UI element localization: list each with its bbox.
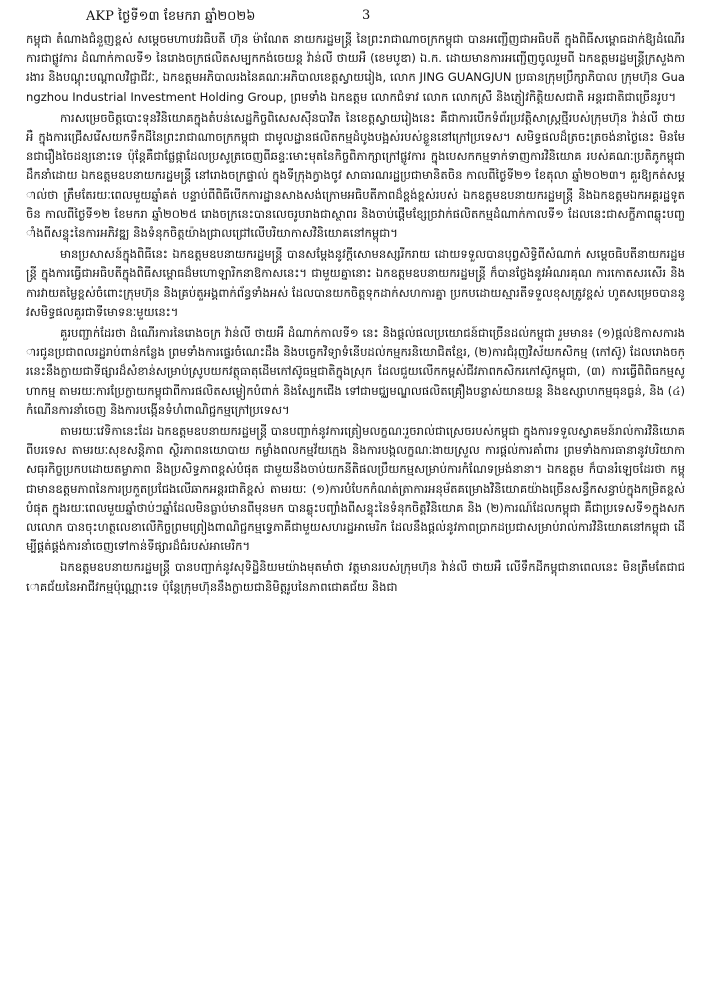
paragraph-6: ឯកឧត្តមឧបនាយករដ្ឋមន្ត្រី បានបញ្ជាក់នូវសុទិដ្ឋិនិយមយ៉ាងមុតមាំថា វត្តមានរបស់ក្រុមហ៊ុន វ៉ាន់លី ថាយអឺ លើទឹកដីកម្ពុជានាពេលនេះ មិនត្រឹមតែជាជោគជ័យនៃអាជីវកម្មប៉ុណ្ណោះទេ ប៉ុន្តែក្រុមហ៊ុននឹងក្លាយជានិមិត្តរូបនៃភាពជោគជ័យ និងជា: [26, 560, 685, 594]
article-body: [26, 30, 685, 597]
page-number: 3: [362, 8, 371, 23]
paragraph-3: មានប្រសាសន៍ក្នុងពិធីនេះ ឯកឧត្តមឧបនាយករដ្ឋមន្ត្រី បានសម្តែងនូវក្តីសោមនស្សរីករាយ ដោយទទួលបានបុព្វសិទ្ធិពីសំណាក់ សម្តេចធិបតីនាយករដ្ឋមន្ត្រី ក្នុងការធ្វើជាអធិបតីក្នុងពិធីសម្ពោធដ៏មហោឡារិកនាឱកាសនេះ។ ជាមួយគ្នានោះ ឯកឧត្តមឧបនាយករដ្ឋមន្ត្រី ក៏បានថ្លែងនូវអំណរគុណ ការកោតសរសើរ និងការវាយតម្លៃខ្ពស់ចំពោះក្រុមហ៊ុន និងគ្រប់តួអង្គពាក់ព័ន្ធទាំងអស់ ដែលបានយកចិត្តទុកដាក់សហការគ្នា ប្រកបដោយស្មារតីទទួលខុសត្រូវខ្ពស់ ហូតសម្រេចបាននូវសមិទ្ធផលគួរជាទីមោទនៈមួយនេះ។: [26, 247, 685, 319]
page-header: [26, 6, 685, 30]
source-date-line: AKP ថ្ងៃទី១៣ ខែមករា ឆ្នាំ២០២៦: [86, 9, 256, 24]
paragraph-5: តាមរយៈវេទិកានេះដែរ ឯកឧត្តមឧបនាយករដ្ឋមន្ត្រី បានបញ្ជាក់នូវការត្រៀមលក្ខណៈរួចរាល់ជាស្រេចរបស់កម្ពុជា ក្នុងការទទួលស្វាគមន៍រាល់ការវិនិយោគពីបរទេស តាមរយៈសុខសន្តិភាព ស្ថិរភាពនយោបាយ កម្លាំងពលកម្មវ័យក្មេង និងការបង្កលក្ខណៈងាយស្រួល ការផ្តល់ការគាំពារ ព្រមទាំងការធានានូវបរិយាកាសធុរកិច្ចប្រកបដោយតម្លាភាព និងប្រសិទ្ធភាពខ្ពស់បំផុត ជាមួយនឹងចាប់យកនីតិផលប្រឹយកម្មសម្រាប់ការកំណែទម្រង់នានា។ ឯកឧត្តម ក៏បានរំឡេចដែរថា កម្ពុជាមានឧត្តមភាពនៃការប្រកួតប្រជែងលើឆាកអន្តរជាតិខ្ពស់ តាមរយៈ (១)ការបំបែកកំណត់ត្រាការអនុម័តគម្រោងវិនិយោគយ៉ាងច្រើនសន្ធឹកសន្ធាប់ក្នុងកម្រិតខ្ពស់បំផុត ក្នុងរយៈពេលមួយឆ្នាំថាប់ៗឆ្នាំដែលមិនធ្លាប់មានពីមុនមក បានឆ្លុះបញ្ចាំងពីសន្ទុះនៃទំនុកចិត្តវិនិយោគ និង (២)ការណ៍ដែលកម្ពុជា គឺជាប្រទេសទី១ក្នុងសកលលោក បានចុះហត្ថលេខាលើកិច្ចព្រមព្រៀងពាណិជ្ជកម្មទ្វេភាគីជាមួយសហរដ្ឋអាមេរិក ដែលនឹងផ្តល់នូវភាពប្រាកដប្រជាសម្រាប់រាល់ការវិនិយោគនៅកម្ពុជា ដើម្បីផ្គត់ផ្គង់ការនាំចេញទៅកាន់ទីផ្សារដ៏ធំរបស់អាមេរិក។: [26, 424, 685, 554]
paragraph-4: គួរបញ្ជាក់ដែរថា ដំណើរការនៃរោងចក្រ វ៉ាន់លី ថាយអឺ ដំណាក់កាលទី១ នេះ និងផ្តល់ផលប្រយោជន៍ជាច្រើនដល់កម្ពុជា រួមមាន៖ (១)ផ្តល់ឱកាសការងារជូនប្រជាពលរដ្ឋរាប់ពាន់កន្លែង ព្រមទាំងការផ្ទេរចំណេះដឹង និងបច្ចេកវិទ្យាទំនើបដល់កម្មករនិយោជិតខ្មែរ, (២)ការជំរុញវិស័យកសិកម្ម (កៅស៊ូ) ដែលរោងចក្រនេះនឹងក្លាយជាទីផ្សារដ៏សំខាន់សម្រាប់ស្រូបយកវត្ថុធាតុដើមកៅស៊ូធម្មជាតិក្នុងស្រុក ដែលជួយលើកកម្ពស់ជីវភាពកសិករកៅស៊ូកម្ពុជា, (៣) ការធ្វើពិពិធកម្មសូហាកម្ម តាមរយៈការប្រែក្លាយកម្ពុជាពីការផលិតសម្លៀកបំពាក់ និងស្បែកជើង ទៅជាមជ្ឈមណ្ឌលផលិតគ្រឿងបន្លាស់យានយន្ត និងឧស្សាហកម្មធុនធ្ងន់, និង (៤) កំណើនការនាំចេញ និងការបង្កើនទំហំពាណិជ្ជកម្មក្រៅប្រទេស។: [26, 326, 686, 417]
paragraph-1: កម្ពុជា តំណាងជំនួញខ្ពស់ សម្ដេចមហាបវរធិបតី ហ៊ុន ម៉ាណែត នាយករដ្ឋមន្ត្រី នៃព្រះរាជាណាចក្រកម្ពុជា បានអញ្ជើញជាអធិបតី ក្នុងពិធីសម្ពោធដាក់ឱ្យដំណើរការជាផ្លូវការ ដំណាក់កាលទី១ នៃរោងចក្រផលិតសម្បកកង់ចេយន្ត វ៉ាន់លី ថាយអឺ (ខេមបូឌា) ឯ.ក. ដោយមានការអញ្ជើញចូលរួមពី ឯកឧត្តមរដ្ឋមន្ត្រីក្រសួងការងារ និងបណ្តុះបណ្តាលវិជ្ជាជីវៈ, ឯកឧត្តមអភិបាលរងនៃគណៈអភិបាលខេត្តស្វាយរៀង, លោក JING GUANGJUN ប្រធានក្រុមប្រឹក្សាភិបាល ក្រុមហ៊ុន Guangzhou Industrial Investment Holding Group, ព្រមទាំង ឯកឧត្តម លោកជំទាវ លោក លោកស្រី និងភ្ញៀវកិត្តិយសជាតិ អន្តរជាតិជាច្រើនរូប។: [26, 32, 685, 104]
paragraph-2: ការសម្រេចចិត្តបោះទុនវិនិយោគក្នុងតំបន់សេដ្ឋកិច្ចពិសេសស៊ីនបាវិត នៃខេត្តស្វាយរៀងនេះ គឺជាការបើកទំព័រប្រវត្តិសាស្ត្រថ្មីរបស់ក្រុមហ៊ុន វ៉ាន់លី ថាយអឺ ក្នុងការជ្រើសរើសយកទឹកដីនៃព្រះរាជាណាចក្រកម្ពុជា ជាមូលដ្ឋានផលិតកម្មដំបូងបង្អស់របស់ខ្លួននៅក្រៅប្រទេស។ សមិទ្ធផលដ៏ត្រចះត្រចង់នាថ្ងៃនេះ មិនមែនជារឿងចៃដន្យនោះទេ ប៉ុន្តែគឺជាផ្លែផ្កាដែលប្រសូត្រចេញពីឆន្ទៈមោះមុតនៃកិច្ចពិភាក្សាក្រៅផ្លូវការ ក្នុងបេសកកម្មទាក់ទាញការវិនិយោគ របស់គណៈប្រតិភូកម្ពុជាដឹកនាំដោយ ឯកឧត្តមឧបនាយករដ្ឋមន្ត្រី នៅរោងចក្រផ្ទាល់ ក្នុងទីក្រុងក្វាងចូវ សាធារណរដ្ឋប្រជាមានិតចិន កាលពីថ្ងៃទី២១ ខែតុលា ឆ្នាំ២០២៣។ គួរឱ្យកត់សម្គាល់ថា ត្រឹមតែរយៈពេលមួយឆ្នាំគត់ បន្ទាប់ពីពិធីបើកការដ្ឋានសាងសង់ក្រោមអធិបតីភាពដ៏ខ្ពង់ខ្ពស់របស់ ឯកឧត្តមឧបនាយករដ្ឋមន្ត្រី និងឯកឧត្តមឯកអគ្គរដ្ឋទូតចិន កាលពីថ្ងៃទី១២ ខែមករា ឆ្នាំ២០២៥ រោងចក្រនេះបានលេចរូបរាងជាស្ថាពរ និងចាប់ផ្តើមខ្សែច្រវាក់ផលិតកម្មដំណាក់កាលទី១ ដែលនេះជាសក្ខីភាពឆ្លុះបញ្ចាំងពីសន្ទុះនៃការអភិវឌ្ឍ និងទំនុកចិត្តយ៉ាងជ្រាលជ្រៅលើបរិយាកាសវិនិយោគនៅកម្ពុជា។: [26, 110, 685, 241]
